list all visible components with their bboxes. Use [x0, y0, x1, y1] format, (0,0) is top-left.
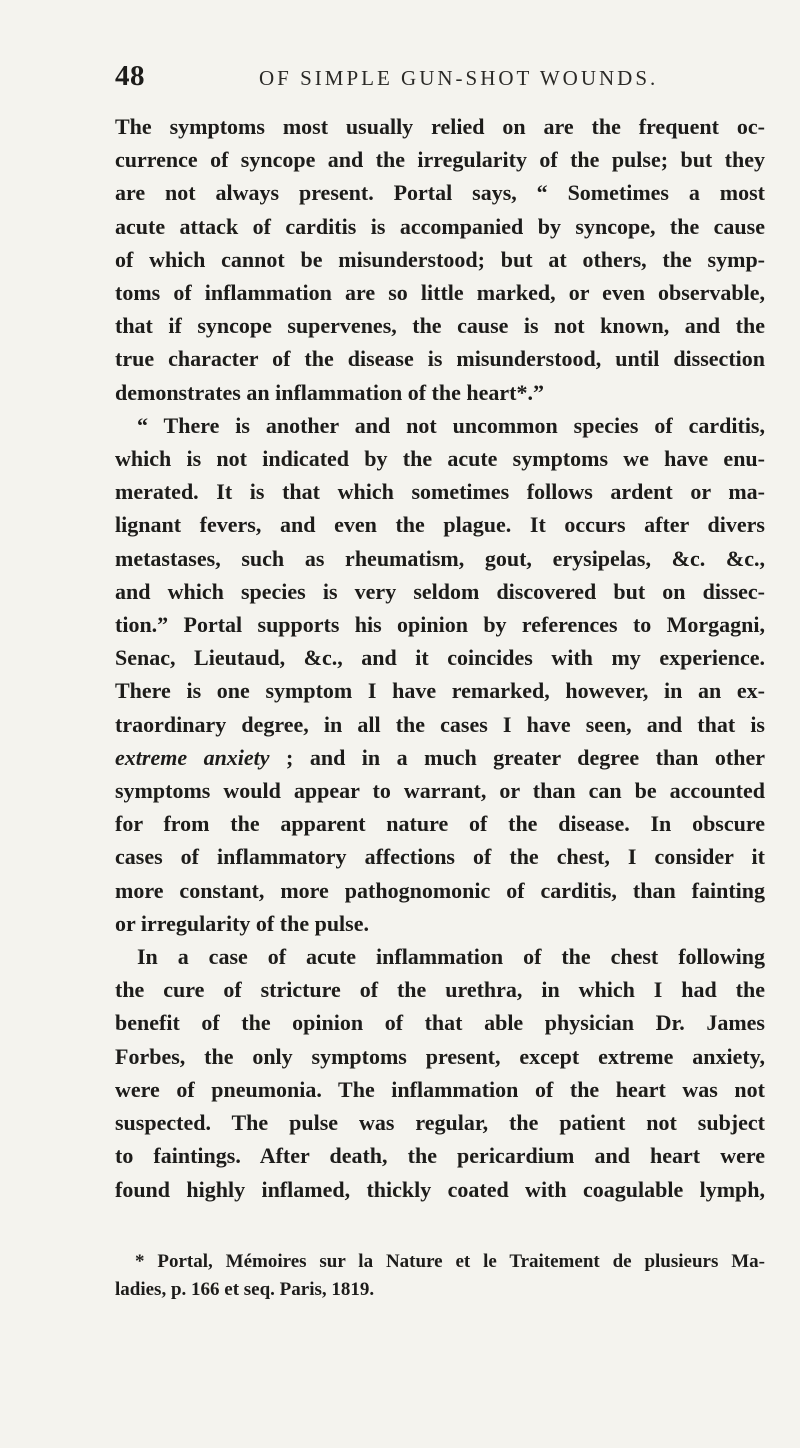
body-text	[115, 110, 765, 1206]
text-line: extreme anxiety ; and in a much greater degree than other	[115, 744, 765, 770]
text-line: There is one symptom I have remarked, however, in an ex-	[115, 678, 765, 704]
text-line: more constant, more pathognomonic of carditis, than fainting	[115, 877, 765, 903]
text-line: which is not indicated by the acute symptoms we have enu-	[115, 446, 765, 472]
running-head	[115, 60, 740, 100]
text-line: cases of inflammatory affections of the chest, I consider it	[115, 844, 765, 870]
text-line: merated. It is that which sometimes follows ardent or ma-	[115, 479, 765, 505]
footnote	[115, 1248, 765, 1304]
footnote-line: * Portal, Mémoires sur la Nature et le Traitement de plusieurs Ma-	[135, 1251, 765, 1272]
footnote-line: ladies, p. 166 et seq. Paris, 1819.	[115, 1279, 375, 1300]
text-line: or irregularity of the pulse.	[115, 910, 369, 936]
emphasis: extreme anxiety	[115, 744, 270, 770]
paragraph-3	[115, 940, 765, 1206]
text-line: tion.” Portal supports his opinion by references to Morgagni,	[115, 612, 765, 638]
paragraph-2	[115, 409, 765, 940]
text-line: acute attack of carditis is accompanied by syncope, the cause	[115, 213, 765, 239]
text-line: demonstrates an inflammation of the heart*.”	[115, 379, 544, 405]
text-line: are not always present. Portal says, “ Sometimes a most	[115, 180, 765, 206]
text-line: that if syncope supervenes, the cause is not known, and the	[115, 313, 765, 339]
text-line: symptoms would appear to warrant, or than can be accounted	[115, 778, 765, 804]
text-line: were of pneumonia. The inflammation of the heart was not	[115, 1076, 765, 1102]
text-line: true character of the disease is misunderstood, until dissection	[115, 346, 765, 372]
text-line: lignant fevers, and even the plague. It occurs after divers	[115, 512, 765, 538]
text-line: for from the apparent nature of the disease. In obscure	[115, 811, 765, 837]
text-line: benefit of the opinion of that able physician Dr. James	[115, 1010, 765, 1036]
text-line: toms of inflammation are so little marked, or even observable,	[115, 280, 765, 306]
text-line: metastases, such as rheumatism, gout, erysipelas, &c. &c.,	[115, 545, 765, 571]
page-number: 48	[115, 60, 145, 92]
running-title: OF SIMPLE GUN-SHOT WOUNDS.	[259, 66, 659, 90]
paragraph-1	[115, 110, 765, 409]
text-line: “ There is another and not uncommon species of carditis,	[137, 412, 765, 438]
text-line: Forbes, the only symptoms present, except extreme anxiety,	[115, 1043, 765, 1069]
text-line: the cure of stricture of the urethra, in which I had the	[115, 977, 765, 1003]
text-line: Senac, Lieutaud, &c., and it coincides with my experience.	[115, 645, 765, 671]
text-line: to faintings. After death, the pericardium and heart were	[115, 1143, 765, 1169]
text-line: currence of syncope and the irregularity of the pulse; but they	[115, 147, 765, 173]
text-line: suspected. The pulse was regular, the patient not subject	[115, 1110, 765, 1136]
text-line: found highly inflamed, thickly coated with coagulable lymph,	[115, 1176, 765, 1202]
text-line: In a case of acute inflammation of the chest following	[137, 944, 765, 970]
text-line: of which cannot be misunderstood; but at others, the symp-	[115, 246, 765, 272]
text-line: and which species is very seldom discovered but on dissec-	[115, 578, 765, 604]
text-line: The symptoms most usually relied on are the frequent oc-	[115, 114, 765, 139]
text-line: traordinary degree, in all the cases I have seen, and that is	[115, 711, 765, 737]
